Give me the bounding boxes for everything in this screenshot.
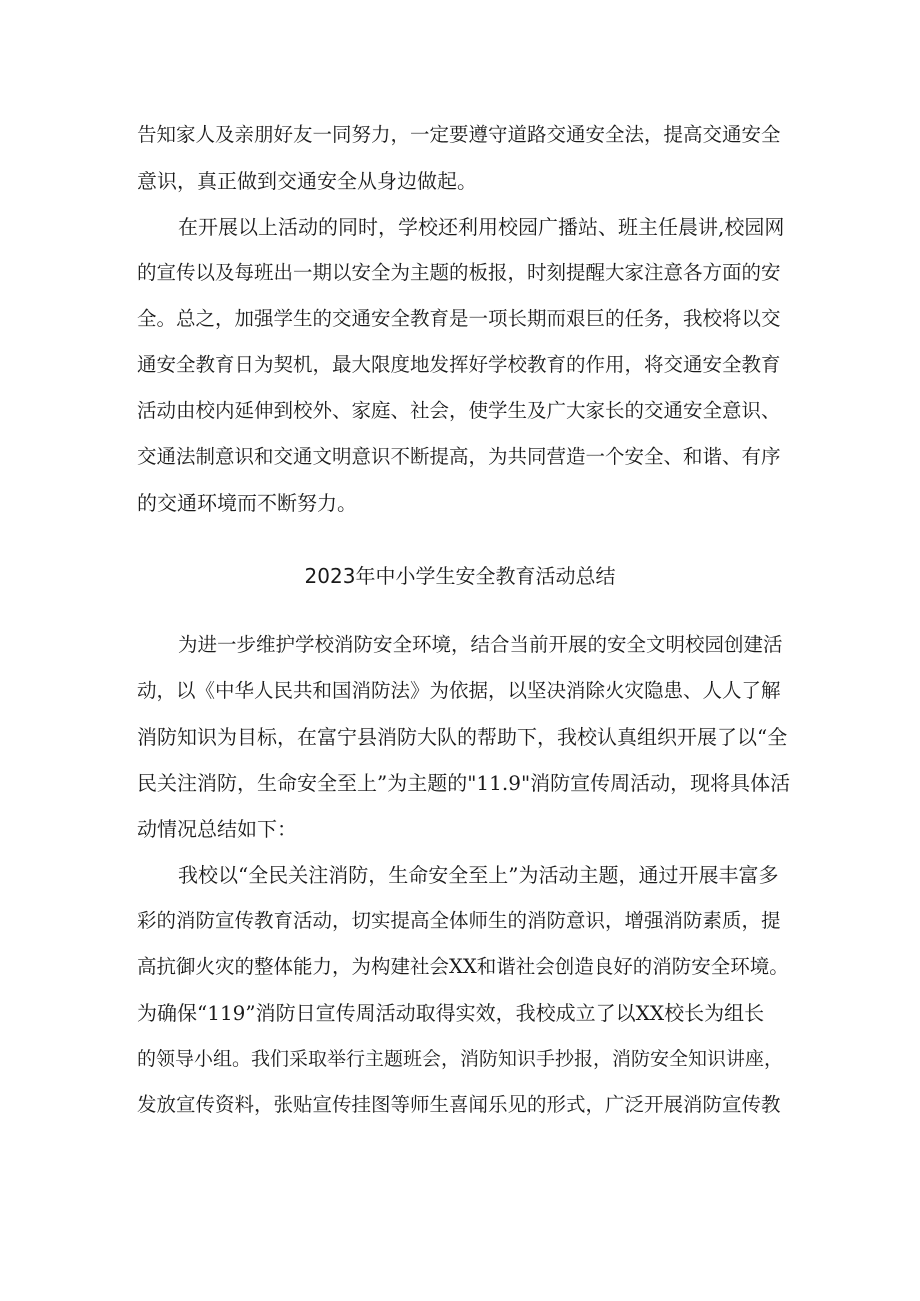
paragraph-line: 交通法制意识和交通文明意识不断提高，为共同营造一个安全、和谐、有序 [137, 445, 781, 468]
paragraph-line: 动，以《中华人民共和国消防法》为依据，以坚决消除火灾隐患、人人了解 [137, 679, 781, 702]
paragraph-line: 在开展以上活动的同时，学校还利用校园广播站、班主任晨讲,校园网 [178, 215, 785, 239]
paragraph-line: 为进一步维护学校消防安全环境，结合当前开展的安全文明校园创建活 [178, 633, 783, 656]
paragraph-line: 动情况总结如下： [137, 817, 297, 841]
paragraph-line: 高抗御火灾的整体能力，为构建社会XX和谐社会创造良好的消防安全环境。 [137, 955, 789, 978]
paragraph-line: 的宣传以及每班出一期以安全为主题的板报，时刻提醒大家注意各方面的安 [137, 261, 781, 284]
paragraph-line: 我校以“全民关注消防，生命安全至上”为活动主题，通过开展丰富多 [178, 863, 779, 887]
paragraph-line: 发放宣传资料，张贴宣传挂图等师生喜闻乐见的形式，广泛开展消防宣传教 [137, 1093, 781, 1116]
paragraph-line: 活动由校内延伸到校外、家庭、社会，使学生及广大家长的交通安全意识、 [137, 399, 781, 422]
paragraph-line: 全。总之，加强学生的交通安全教育是一项长期而艰巨的任务，我校将以交 [137, 307, 781, 330]
paragraph-line: 消防知识为目标，在富宁县消防大队的帮助下，我校认真组织开展了以“全 [137, 725, 788, 749]
paragraph-line: 彩的消防宣传教育活动，切实提高全体师生的消防意识，增强消防素质，提 [137, 909, 781, 932]
paragraph-line: 为确保“119”消防日宣传周活动取得实效，我校成立了以XX校长为组长 [137, 1001, 765, 1025]
paragraph-line: 的领导小组。我们采取举行主题班会，消防知识手抄报，消防安全知识讲座， [137, 1048, 784, 1070]
paragraph-line: 的交通环境而不断努力。 [137, 491, 357, 515]
paragraph-line: 意识，真正做到交通安全从身边做起。 [137, 169, 477, 193]
paragraph-line: 民关注消防，生命安全至上”为主题的"11.9"消防宣传周活动，现将具体活 [137, 771, 791, 795]
section-title: 2023年中小学生安全教育活动总结 [304, 564, 616, 588]
paragraph-line: 通安全教育日为契机，最大限度地发挥好学校教育的作用，将交通安全教育 [137, 353, 781, 376]
paragraph-line: 告知家人及亲朋好友一同努力，一定要遵守道路交通安全法，提高交通安全 [137, 123, 781, 146]
